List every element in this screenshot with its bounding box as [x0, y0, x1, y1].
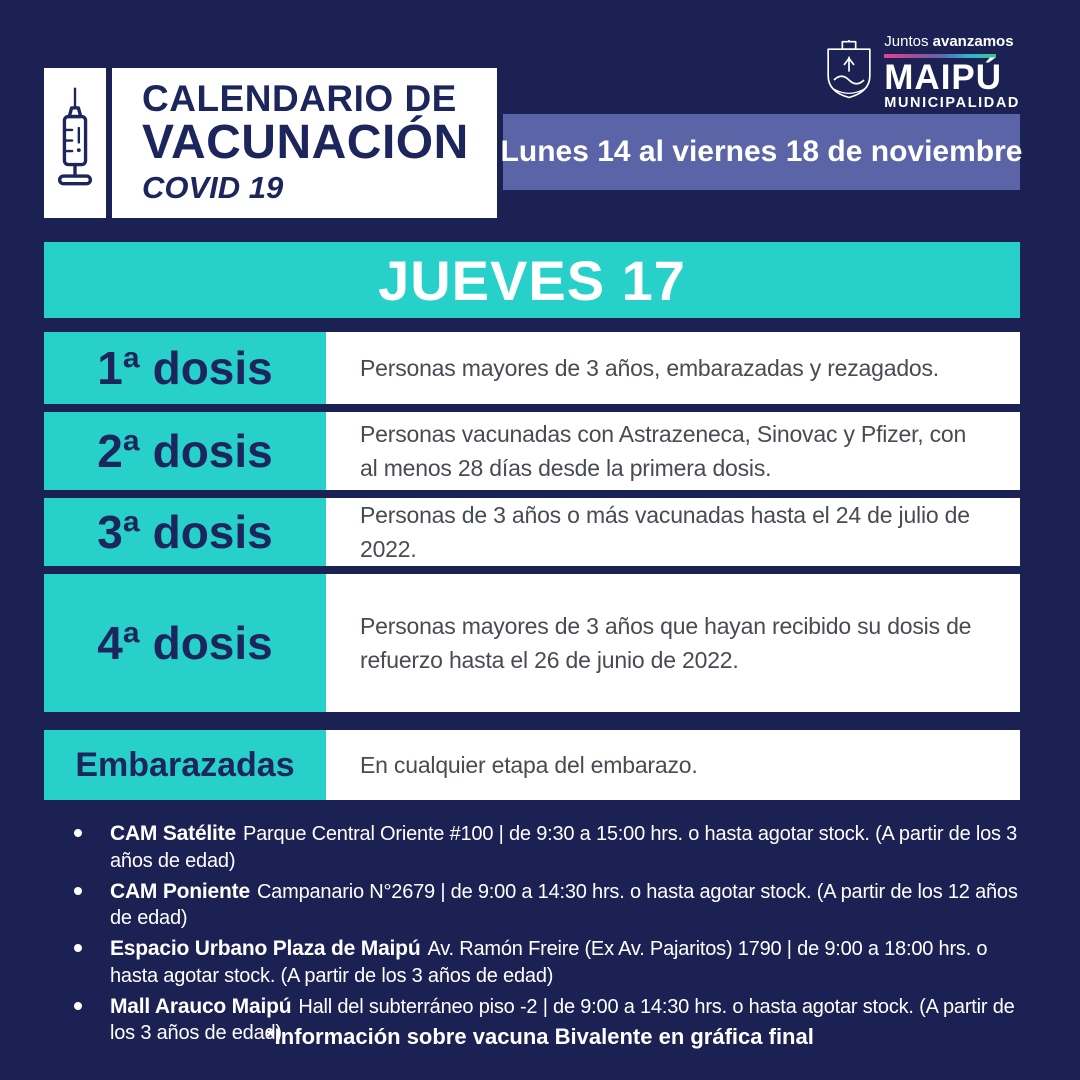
- dose-label: Embarazadas: [44, 730, 326, 800]
- dose-description-text: Personas mayores de 3 años que hayan recibido su dosis de refuerzo hasta el 26 de junio de 2022.: [360, 612, 972, 673]
- bullet-dot-icon: [74, 829, 82, 837]
- municipality-logo: [824, 34, 1020, 112]
- syringe-icon-box: [44, 68, 106, 218]
- dose-description: [326, 574, 1020, 712]
- dose-description-text: Personas mayores de 3 años, embarazadas y rezagados.: [360, 354, 939, 381]
- dose-description: [326, 332, 1020, 404]
- location-name: Mall Arauco Maipú: [110, 994, 292, 1018]
- bullet-dot-icon: [74, 887, 82, 895]
- dose-description-text: En cualquier etapa del embarazo.: [360, 751, 698, 778]
- dose-description: [326, 412, 1020, 490]
- syringe-icon: [51, 74, 99, 213]
- location-item: [74, 935, 1026, 990]
- logo-gradient-bar: [884, 54, 996, 58]
- title-line-1: CALENDARIO DE: [142, 78, 457, 120]
- week-banner: Lunes 14 al viernes 18 de noviembre: [503, 114, 1020, 190]
- location-list: [74, 820, 1026, 1050]
- schedule-row-pregnant: [44, 730, 1020, 800]
- logo-name: MAIPÚ: [884, 57, 1003, 97]
- day-banner: JUEVES 17: [44, 242, 1020, 318]
- location-details: Av. Ramón Freire (Ex Av. Pajaritos) 1790 | de 9:00 a 18:00 hrs. o hasta agotar stock. (A partir de los 3 años de edad): [110, 938, 988, 987]
- dose-label: 2ª dosis: [44, 412, 326, 490]
- location-details: Parque Central Oriente #100 | de 9:30 a 15:00 hrs. o hasta agotar stock. (A partir de los 3 años de edad): [110, 823, 1018, 872]
- schedule-row-dose-3: [44, 498, 1020, 566]
- dose-description: [326, 498, 1020, 566]
- schedule-row-dose-1: [44, 332, 1020, 404]
- poster-title-box: [112, 68, 497, 218]
- schedule-table: [44, 332, 1020, 800]
- tagline-bold: avanzamos: [932, 33, 1014, 50]
- dose-label: 3ª dosis: [44, 498, 326, 566]
- dose-description: [326, 730, 1020, 800]
- bullet-dot-icon: [74, 944, 82, 952]
- dose-description-text: Personas vacunadas con Astrazeneca, Sinovac y Pfizer, con al menos 28 días desde la primera dosis.: [360, 420, 967, 481]
- tagline-light: Juntos: [884, 33, 929, 50]
- municipal-crest-icon: [824, 40, 874, 105]
- title-subtitle: COVID 19: [142, 170, 284, 206]
- footer-note: *Información sobre vacuna Bivalente en gráfica final: [266, 1024, 814, 1049]
- dose-label: 4ª dosis: [44, 574, 326, 712]
- schedule-row-dose-2: [44, 412, 1020, 490]
- location-item: [74, 820, 1026, 875]
- bullet-dot-icon: [74, 1002, 82, 1010]
- dose-label: 1ª dosis: [44, 332, 326, 404]
- location-name: Espacio Urbano Plaza de Maipú: [110, 937, 421, 961]
- location-name: CAM Satélite: [110, 822, 236, 845]
- logo-tagline: [884, 34, 1013, 51]
- location-details: Campanario N°2679 | de 9:00 a 14:30 hrs. o hasta agotar stock. (A partir de los 12 años de edad): [110, 880, 1018, 930]
- location-details: Hall del subterráneo piso -2 | de 9:00 a 14:30 hrs. o hasta agotar stock. (A partir de los 3 años de edad): [110, 995, 1015, 1045]
- logo-department: MUNICIPALIDAD: [884, 94, 1020, 111]
- location-name: CAM Poniente: [110, 879, 250, 903]
- logo-text: [884, 34, 1020, 112]
- location-item: [74, 878, 1026, 933]
- schedule-row-dose-4: [44, 574, 1020, 712]
- title-line-2: VACUNACIÓN: [142, 116, 469, 170]
- dose-description-text: Personas de 3 años o más vacunadas hasta el 24 de julio de 2022.: [360, 501, 970, 562]
